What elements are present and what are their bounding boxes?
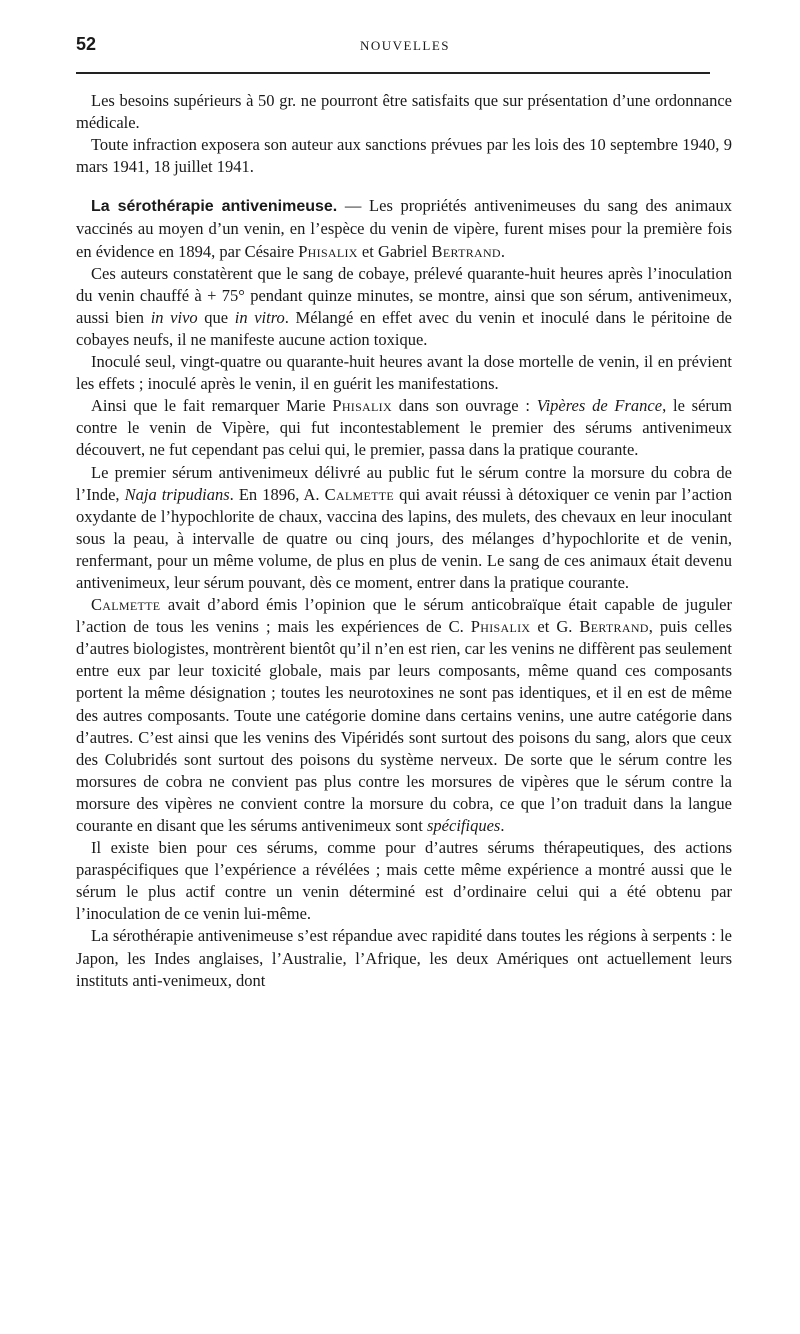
author-name: Bertrand — [579, 617, 649, 637]
paragraph-paraspecifiques: Il existe bien pour ces sérums, comme pour d’autres sérums thérapeutiques, des actions paraspécifiques que l’expérience a révélées ; mais cette même expérience a montré aussi que le sérum le plus actif contre un venin déterminé est d’ordinaire celui qui a été obtenu par l’inoculation de ce venin lui-même. — [76, 838, 732, 924]
paragraph-infraction: Toute infraction exposera son auteur aux sanctions prévues par les lois des 10 septembre 1940, 9 mars 1941, 18 juillet 1941. — [76, 135, 732, 177]
author-name: Bertrand — [431, 241, 501, 261]
author-name: Phisalix — [470, 617, 531, 637]
page-number: 52 — [76, 34, 97, 54]
author-name: Phisalix — [332, 396, 392, 416]
paragraph-calmette-opinion: Calmette avait d’abord émis l’opinion que le sérum anticobraïque était capable de juguler l’action de tous les venins ; mais les expériences de C. Phisalix et G. Bertrand, puis celles d’autres biologistes, montrèrent bientôt qu’il n’en est rien, car les venins ne diffèrent pas seulement entre eux par leur toxicité globale, mais par leurs composants, même quand ces composants portent la même désignation ; toutes les neurotoxines ne sont pas identiques, et il en est de même des autres composants. Toute une catégorie domine dans certains venins, une autre catégorie dans d’autres. C’est ainsi que les venins des Vipéridés sont surtout des poisons du sang, alors que ceux des Colubridés sont surtout des poisons du système nerveux. De sorte que le sérum contre les morsures de cobra ne convient pas plus contre les morsures de vipères que le sérum contre la morsure des vipères ne convient contre la morsure du cobra, ce que l’on traduit dans la langue courante en disant que les sérums antivenimeux sont spécifiques. — [76, 595, 733, 835]
paragraph-cobaye: Ces auteurs constatèrent que le sang de cobaye, prélevé quarante-huit heures après l’inoculation du venin chauffé à + 75° pendant quinze minutes, se montre, ainsi que son sérum, antivenimeux, aussi bien in vivo que in vitro. Mélangé en effet avec du venin et inoculé dans le péritoine de cobayes neufs, il ne manifeste aucune action toxique. — [76, 263, 732, 349]
page-header — [76, 34, 734, 64]
paragraph-prescription: Les besoins supérieurs à 50 gr. ne pourront être satisfaits que sur présentation d’une ordonnance médicale. — [76, 91, 732, 133]
species-name: Naja tripudians — [124, 484, 230, 504]
book-title: Vipères de France — [536, 396, 663, 416]
author-name: Phisalix — [298, 241, 358, 261]
paragraph-serotherapie-intro: La sérothérapie antivenimeuse. — Les propriétés antivenimeuses du sang des animaux vaccinés au moyen d’un venin, en l’espèce du venin de vipère, furent mises pour la première fois en évidence en 1894, par Césaire Phisalix et Gabriel Bertrand. — [76, 196, 733, 261]
running-title: NOUVELLES — [359, 38, 451, 53]
paragraph-cobra-serum: Le premier sérum antivenimeux délivré au public fut le sérum contre la morsure du cobra de l’Inde, Naja tripudians. En 1896, A. Calmette qui avait réussi à détoxiquer ce venin par l’action oxydante de l’hypochlorite de chaux, vaccina des lapins, des mulets, des chevaux en leur inoculant sous la peau, à intervalle de quatre ou cinq jours, des mélanges d’hypochlorite et de venin, renfermant, pour un même volume, de plus en plus de venin. Le sang de ces animaux était devenu antivenimeux, leur sérum pouvant, dès ce moment, entrer dans la pratique courante. — [76, 462, 733, 592]
author-name: Calmette — [324, 484, 395, 504]
paragraph-expansion: La sérothérapie antivenimeuse s’est répandue avec rapidité dans toutes les régions à serpents : le Japon, les Indes anglaises, l’Australie, l’Afrique, les deux Amériques ont actuellement leurs instituts anti-venimeux, dont — [76, 926, 732, 990]
section-heading: La sérothérapie antivenimeuse. — [91, 198, 338, 216]
body-text — [76, 90, 732, 992]
paragraph-vipere-serum: Ainsi que le fait remarquer Marie Phisalix dans son ouvrage : Vipères de France, le sérum contre le venin de Vipère, qui fut incontestablement le premier des sérums antivenimeux découvert, ne fut cependant pas celui qui, le premier, passa dans la pratique courante. — [76, 396, 732, 460]
author-name: Calmette — [91, 595, 161, 615]
paragraph-inocule: Inoculé seul, vingt-quatre ou quarante-huit heures avant la dose mortelle de venin, il en prévient les effets ; inoculé après le venin, il en guérit les manifestations. — [76, 352, 732, 394]
header-rule — [76, 72, 710, 74]
